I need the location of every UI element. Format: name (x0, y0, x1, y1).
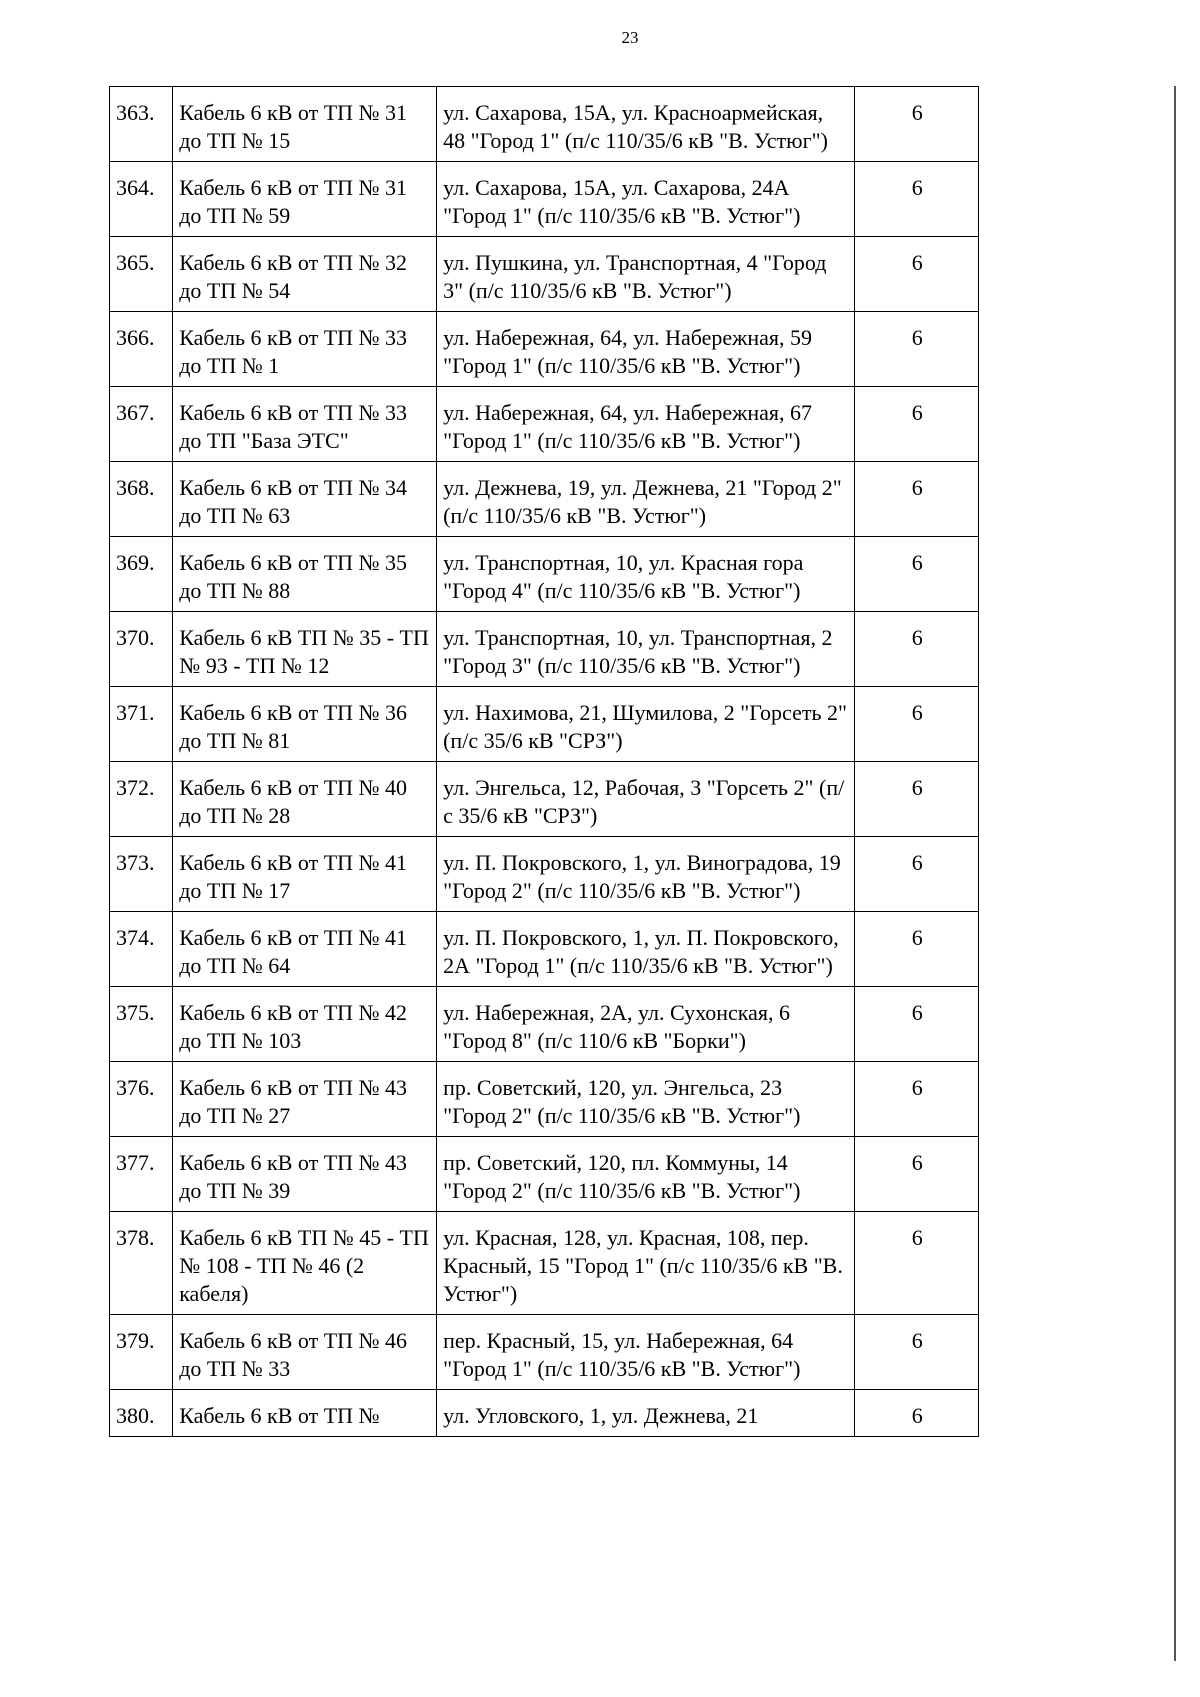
cable-address: ул. Угловского, 1, ул. Дежнева, 21 (437, 1390, 854, 1437)
table-row (110, 762, 979, 837)
table-row (110, 387, 979, 462)
row-number: 374. (110, 912, 173, 987)
voltage-value: 6 (854, 837, 978, 912)
row-number: 373. (110, 837, 173, 912)
cable-address: ул. П. Покровского, 1, ул. Виноградова, 19 "Город 2" (п/с 110/35/6 кВ "В. Устюг") (437, 837, 854, 912)
cable-address: ул. Пушкина, ул. Транспортная, 4 "Город 3" (п/с 110/35/6 кВ "В. Устюг") (437, 237, 854, 312)
voltage-value: 6 (854, 912, 978, 987)
voltage-value: 6 (854, 87, 978, 162)
table-row (110, 162, 979, 237)
cable-table-body (110, 87, 979, 1437)
cable-name: Кабель 6 кВ от ТП № 36 до ТП № 81 (173, 687, 437, 762)
cable-address: ул. Транспортная, 10, ул. Красная гора "Город 4" (п/с 110/35/6 кВ "В. Устюг") (437, 537, 854, 612)
row-number: 369. (110, 537, 173, 612)
row-number: 376. (110, 1062, 173, 1137)
voltage-value: 6 (854, 1062, 978, 1137)
cable-address: ул. Набережная, 64, ул. Набережная, 67 "Город 1" (п/с 110/35/6 кВ "В. Устюг") (437, 387, 854, 462)
cable-table (109, 86, 979, 1437)
voltage-value: 6 (854, 237, 978, 312)
row-number: 372. (110, 762, 173, 837)
cable-address: ул. Нахимова, 21, Шумилова, 2 "Горсеть 2" (п/с 35/6 кВ "СРЗ") (437, 687, 854, 762)
table-row (110, 1315, 979, 1390)
row-number: 375. (110, 987, 173, 1062)
row-number: 377. (110, 1137, 173, 1212)
cable-name: Кабель 6 кВ от ТП № 41 до ТП № 64 (173, 912, 437, 987)
table-row (110, 1062, 979, 1137)
voltage-value: 6 (854, 312, 978, 387)
cable-name: Кабель 6 кВ от ТП № (173, 1390, 437, 1437)
cable-name: Кабель 6 кВ от ТП № 33 до ТП № 1 (173, 312, 437, 387)
voltage-value: 6 (854, 1137, 978, 1212)
cable-address: пр. Советский, 120, ул. Энгельса, 23 "Город 2" (п/с 110/35/6 кВ "В. Устюг") (437, 1062, 854, 1137)
table-row (110, 837, 979, 912)
voltage-value: 6 (854, 762, 978, 837)
cable-address: ул. Энгельса, 12, Рабочая, 3 "Горсеть 2" (п/с 35/6 кВ "СРЗ") (437, 762, 854, 837)
cable-address: ул. Набережная, 64, ул. Набережная, 59 "Город 1" (п/с 110/35/6 кВ "В. Устюг") (437, 312, 854, 387)
cable-name: Кабель 6 кВ от ТП № 31 до ТП № 15 (173, 87, 437, 162)
voltage-value: 6 (854, 462, 978, 537)
voltage-value: 6 (854, 537, 978, 612)
voltage-value: 6 (854, 612, 978, 687)
cable-name: Кабель 6 кВ от ТП № 42 до ТП № 103 (173, 987, 437, 1062)
cable-address: ул. Набережная, 2А, ул. Сухонская, 6 "Город 8" (п/с 110/6 кВ "Борки") (437, 987, 854, 1062)
cable-address: ул. Красная, 128, ул. Красная, 108, пер. Красный, 15 "Город 1" (п/с 110/35/6 кВ "В. Устюг") (437, 1212, 854, 1315)
cable-name: Кабель 6 кВ от ТП № 43 до ТП № 27 (173, 1062, 437, 1137)
cable-name: Кабель 6 кВ от ТП № 40 до ТП № 28 (173, 762, 437, 837)
cable-name: Кабель 6 кВ от ТП № 32 до ТП № 54 (173, 237, 437, 312)
table-row (110, 537, 979, 612)
cable-address: ул. Транспортная, 10, ул. Транспортная, 2 "Город 3" (п/с 110/35/6 кВ "В. Устюг") (437, 612, 854, 687)
row-number: 367. (110, 387, 173, 462)
voltage-value: 6 (854, 387, 978, 462)
cable-name: Кабель 6 кВ от ТП № 33 до ТП "База ЭТС" (173, 387, 437, 462)
cable-address: пр. Советский, 120, пл. Коммуны, 14 "Город 2" (п/с 110/35/6 кВ "В. Устюг") (437, 1137, 854, 1212)
cable-name: Кабель 6 кВ ТП № 35 - ТП № 93 - ТП № 12 (173, 612, 437, 687)
table-row (110, 612, 979, 687)
cable-name: Кабель 6 кВ от ТП № 34 до ТП № 63 (173, 462, 437, 537)
voltage-value: 6 (854, 1212, 978, 1315)
cable-name: Кабель 6 кВ от ТП № 31 до ТП № 59 (173, 162, 437, 237)
cable-name: Кабель 6 кВ от ТП № 41 до ТП № 17 (173, 837, 437, 912)
voltage-value: 6 (854, 1315, 978, 1390)
cable-name: Кабель 6 кВ ТП № 45 - ТП № 108 - ТП № 46 (2 кабеля) (173, 1212, 437, 1315)
table-row (110, 1390, 979, 1437)
cable-name: Кабель 6 кВ от ТП № 43 до ТП № 39 (173, 1137, 437, 1212)
cable-name: Кабель 6 кВ от ТП № 35 до ТП № 88 (173, 537, 437, 612)
cable-address: пер. Красный, 15, ул. Набережная, 64 "Город 1" (п/с 110/35/6 кВ "В. Устюг") (437, 1315, 854, 1390)
row-number: 363. (110, 87, 173, 162)
row-number: 364. (110, 162, 173, 237)
row-number: 379. (110, 1315, 173, 1390)
table-row (110, 1137, 979, 1212)
table-row (110, 87, 979, 162)
row-number: 366. (110, 312, 173, 387)
row-number: 378. (110, 1212, 173, 1315)
row-number: 370. (110, 612, 173, 687)
table-row (110, 987, 979, 1062)
row-number: 365. (110, 237, 173, 312)
voltage-value: 6 (854, 162, 978, 237)
row-number: 368. (110, 462, 173, 537)
voltage-value: 6 (854, 1390, 978, 1437)
table-row (110, 462, 979, 537)
voltage-value: 6 (854, 687, 978, 762)
margin-rule (1174, 86, 1176, 1661)
voltage-value: 6 (854, 987, 978, 1062)
cable-name: Кабель 6 кВ от ТП № 46 до ТП № 33 (173, 1315, 437, 1390)
table-row (110, 912, 979, 987)
table-row (110, 237, 979, 312)
cable-address: ул. П. Покровского, 1, ул. П. Покровского, 2А "Город 1" (п/с 110/35/6 кВ "В. Устюг") (437, 912, 854, 987)
row-number: 380. (110, 1390, 173, 1437)
page-number: 23 (621, 28, 639, 47)
cable-address: ул. Дежнева, 19, ул. Дежнева, 21 "Город 2" (п/с 110/35/6 кВ "В. Устюг") (437, 462, 854, 537)
table-row (110, 687, 979, 762)
cable-address: ул. Сахарова, 15А, ул. Красноармейская, 48 "Город 1" (п/с 110/35/6 кВ "В. Устюг") (437, 87, 854, 162)
cable-address: ул. Сахарова, 15А, ул. Сахарова, 24А "Город 1" (п/с 110/35/6 кВ "В. Устюг") (437, 162, 854, 237)
table-row (110, 312, 979, 387)
row-number: 371. (110, 687, 173, 762)
table-row (110, 1212, 979, 1315)
